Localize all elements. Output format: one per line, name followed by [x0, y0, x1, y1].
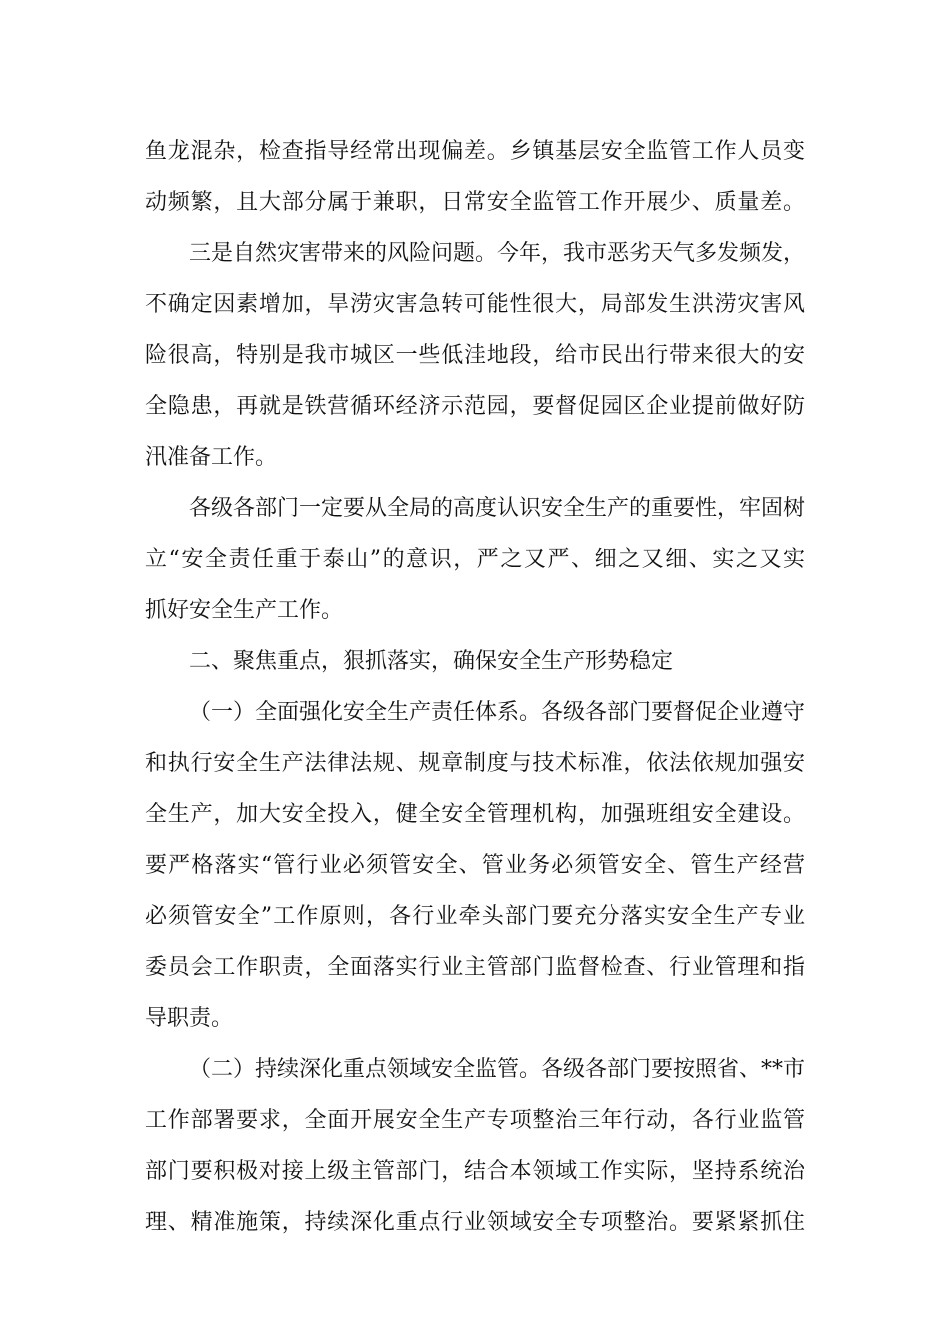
text-line: 汛准备工作。 — [145, 445, 278, 470]
text-line: 险很高，特别是我市城区一些低洼地段，给市民出行带来很大的安 — [145, 343, 805, 368]
document-body — [145, 126, 805, 1248]
text-line: 各级各部门一定要从全局的高度认识安全生产的重要性，牢固树 — [189, 496, 805, 521]
text-line: 全生产，加大安全投入，健全安全管理机构，加强班组安全建设。 — [145, 802, 805, 827]
text-line: 必须管安全”工作原则，各行业牵头部门要充分落实安全生产专业 — [145, 904, 805, 929]
text-line: 和执行安全生产法律法规、规章制度与技术标准，依法依规加强安 — [145, 751, 805, 776]
text-line: 抓好安全生产工作。 — [145, 598, 344, 623]
text-line: 全隐患，再就是铁营循环经济示范园，要督促园区企业提前做好防 — [145, 394, 805, 419]
text-line: 动频繁，且大部分属于兼职，日常安全监管工作开展少、质量差。 — [145, 190, 805, 215]
text-line: 鱼龙混杂，检查指导经常出现偏差。乡镇基层安全监管工作人员变 — [145, 139, 805, 164]
text-line: 理、精准施策，持续深化重点行业领域安全专项整治。要紧紧抓住 — [145, 1210, 805, 1235]
text-line: 导职责。 — [145, 1006, 234, 1031]
text-line: （一）全面强化安全生产责任体系。各级各部门要督促企业遵守 — [189, 700, 805, 725]
section-heading: 二、聚焦重点，狠抓落实，确保安全生产形势稳定 — [189, 649, 674, 674]
text-line: 要严格落实“管行业必须管安全、管业务必须管安全、管生产经营 — [145, 853, 805, 878]
text-line: 三是自然灾害带来的风险问题。今年，我市恶劣天气多发频发， — [189, 241, 805, 266]
text-line: 委员会工作职责，全面落实行业主管部门监督检查、行业管理和指 — [145, 955, 805, 980]
text-line: （二）持续深化重点领域安全监管。各级各部门要按照省、**市 — [189, 1057, 805, 1082]
text-line: 部门要积极对接上级主管部门，结合本领域工作实际，坚持系统治 — [145, 1159, 805, 1184]
text-line: 工作部署要求，全面开展安全生产专项整治三年行动，各行业监管 — [145, 1108, 805, 1133]
text-line: 立“安全责任重于泰山”的意识，严之又严、细之又细、实之又实 — [145, 547, 805, 572]
text-line: 不确定因素增加，旱涝灾害急转可能性很大，局部发生洪涝灾害风 — [145, 292, 805, 317]
